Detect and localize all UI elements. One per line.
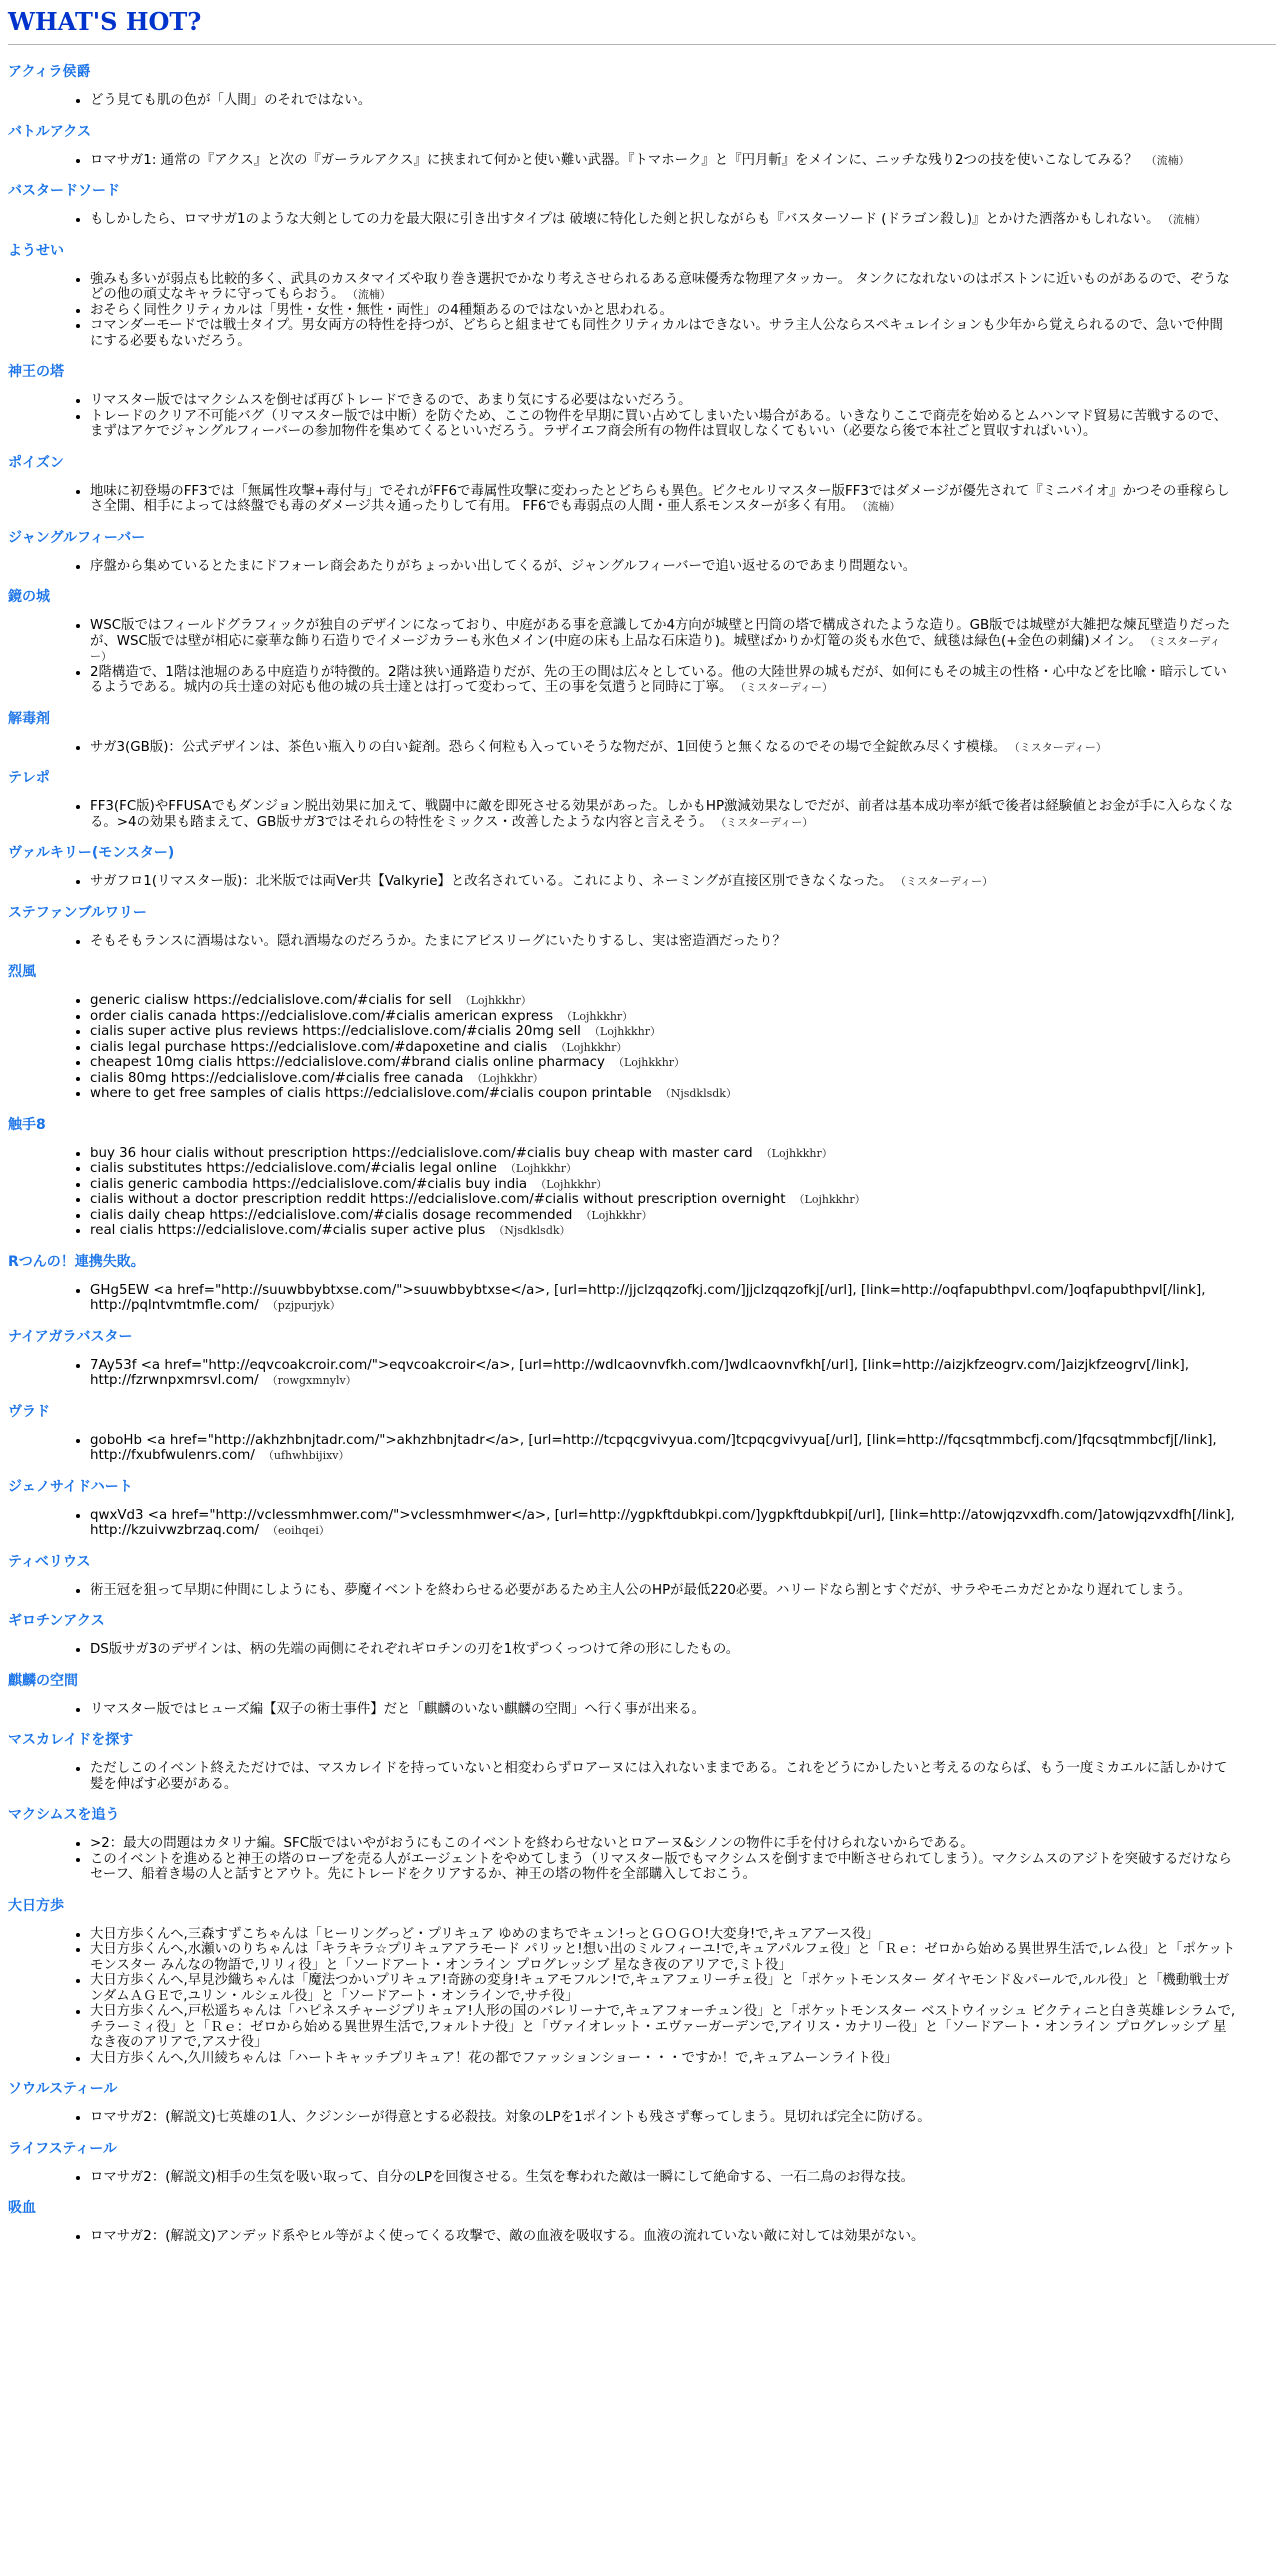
comment-text: 序盤から集めているとたまにドフォーレ商会あたりがちょっかい出してくるが、ジャングルフィーバーで追い返せるのであまり問題ない。	[90, 558, 917, 574]
topic-section	[8, 1731, 1276, 1792]
comment-item	[90, 2110, 1276, 2126]
comment-item	[90, 153, 1276, 169]
comment-author: （ufhwhbijixv）	[262, 1449, 350, 1462]
topic-title	[8, 2140, 1276, 2158]
comment-author: （ミスターディー）	[900, 875, 994, 888]
comment-list	[8, 740, 1276, 756]
topic-section	[8, 1897, 1276, 2067]
comment-author: （Lojhkkhr）	[471, 1071, 544, 1085]
comment-list	[8, 1836, 1276, 1883]
comment-list	[8, 484, 1276, 515]
topic-title	[8, 1328, 1276, 1346]
comment-item	[90, 1508, 1276, 1539]
topic-section	[8, 363, 1276, 440]
comment-text: 7Ay53f <a href="http://eqvcoakcroir.com/">eqvcoakcroir</a>, [url=http://wdlcaovnvfkh.com/]wdlcaovnvfkh[/url], [link=http://aizjkfzeogrv.com/]aizjkfzeogrv[/link], http://fzrwnpxmrsvl.com/	[90, 1357, 1190, 1388]
topic-section	[8, 529, 1276, 575]
comment-list	[8, 1358, 1276, 1389]
topic-title	[8, 1897, 1276, 1915]
comment-text: DS版サガ3のデザインは、柄の先端の両側にそれぞれギロチンの刃を1枚ずつくっつけて斧の形にしたもの。	[90, 1642, 740, 1657]
topic-title	[8, 63, 1276, 81]
comment-text: サガフロ1(リマスター版)：北米版では両Ver共【Valkyrie】と改名されている。これにより、ネーミングが直接区別できなくなった。	[90, 874, 893, 889]
topic-section	[8, 2140, 1276, 2186]
topic-section	[8, 2080, 1276, 2126]
comment-list	[8, 1642, 1276, 1658]
topic-section	[8, 1672, 1276, 1718]
topic-section	[8, 242, 1276, 350]
topic-link[interactable]: 烈風	[8, 964, 36, 980]
comment-text: 大日方歩くんへ,水瀬いのりちゃんは「キラキラ☆プリキュアアラモード パリッと!想い出のミルフィーユ!で,キュアパルフェ役」と「Ｒｅ：ゼロから始める異世界生活で,レム役」と「ポケットモンスター みんなの物語で,リリィ役」と「ソードアート・オンライン プログレッシブ 星なき夜のアリアで,ミト役」	[90, 1942, 1236, 1973]
topic-title	[8, 904, 1276, 922]
topic-section	[8, 904, 1276, 950]
topic-title	[8, 1116, 1276, 1134]
topic-link[interactable]: マクシムスを追う	[8, 1807, 120, 1823]
comment-list	[8, 1283, 1276, 1314]
comment-text: どう見ても肌の色が「人間」のそれではない。	[90, 93, 372, 108]
comment-text: 術王冠を狙って早期に仲間にしようにも、夢魔イベントを終わらせる必要があるため主人公のHPが最低220必要。ハリードなら割とすぐだが、サラやモニカだとかなり遅れてしまう。	[90, 1582, 1192, 1598]
comment-text: おそらく同性クリティカルは「男性・女性・無性・両性」の4種類あるのではないかと思われる。	[90, 302, 673, 318]
comment-text: cialis without a doctor prescription reddit https://edcialislove.com/#cialis without prescription overnight	[90, 1192, 786, 1207]
comment-list	[8, 1927, 1276, 2067]
comment-item	[90, 303, 1276, 319]
comment-text: そもそもランスに酒場はない。隠れ酒場なのだろうか。たまにアビスリーグにいたりするし、実は密造酒だったり？	[90, 933, 786, 949]
comment-author: （Njsdklsdk）	[493, 1224, 571, 1237]
topic-link[interactable]: ヴァルキリー(モンスター)	[8, 845, 175, 861]
comment-text: goboHb <a href="http://akhzhbnjtadr.com/">akhzhbnjtadr</a>, [url=http://tcpqcgvivyua.com/]tcpqcgvivyua[/url], [link=http://fqcsqtmmbcfj.com/]fqcsqtmmbcfj[/link], http://fxubfwulenrs.com/	[90, 1432, 1217, 1463]
topic-link[interactable]: 吸血	[8, 2200, 36, 2216]
comment-list	[8, 393, 1276, 440]
topic-link[interactable]: マスカレイドを探す	[8, 1732, 134, 1748]
comment-item	[90, 409, 1276, 440]
comment-item	[90, 934, 1276, 950]
comment-text: 大日方歩くんへ,戸松遥ちゃんは「ハピネスチャージプリキュア!人形の国のバレリーナで,キュアフォーチュン役」と「ポケットモンスター ベストウイッシュ ビクティニと白き英雄レシラムで,チラーミィ役」と「Ｒｅ：ゼロから始める異世界生活で,フォルトナ役」と「ヴァイオレット・エヴァーガーデンで,アイリス・カナリー役」と「ソードアート・オンライン プログレッシブ 星なき夜のアリアで,アスナ役」	[90, 2004, 1236, 2050]
topic-link[interactable]: ソウルスティール	[8, 2081, 118, 2097]
comment-author: （流楠）	[352, 288, 391, 301]
comment-text: WSC版ではフィールドグラフィックが独自のデザインになっており、中庭がある事を意識してか4方向が城壁と円筒の塔で構成されたような造り。GB版では城壁が大雑把な煉瓦壁造りだったが、WSC版では壁が相応に豪華な飾り石造りでイメージカラーも氷色メイン(中庭の床も上品な石床造り)。城壁ばかりか灯篭の炎も水色で、絨毯は緑色(+金色の刺繍)メイン。	[90, 618, 1231, 649]
topic-link[interactable]: アクィラ侯爵	[8, 64, 91, 80]
topic-link[interactable]: バトルアクス	[8, 123, 92, 140]
comment-item	[90, 618, 1276, 665]
comment-list	[8, 1508, 1276, 1539]
comment-text: ロマサガ2：(解説文)七英雄の1人、クジンシーが得意とする必殺技。対象のLPを1ポイントも残さず奪ってしまう。見切れば完全に防げる。	[90, 2110, 931, 2125]
topic-link[interactable]: ライフスティール	[8, 2140, 117, 2157]
comment-text: cialis legal purchase https://edcialislove.com/#dapoxetine and cialis	[90, 1039, 548, 1055]
page-header	[0, 0, 1284, 45]
topic-section	[8, 454, 1276, 515]
topic-title	[8, 123, 1276, 141]
topic-title	[8, 963, 1276, 981]
comment-list	[8, 2110, 1276, 2126]
comment-author: （ミスターディー）	[90, 634, 1221, 663]
topic-link[interactable]: ナイアガラバスター	[8, 1328, 133, 1345]
topic-link[interactable]: ヴラド	[8, 1403, 50, 1420]
comment-item	[90, 1973, 1276, 2004]
comment-text: トレードのクリア不可能バグ（リマスター版では中断）を防ぐため、ここの物件を早期に買い占めてしまいたい場合がある。いきなりここで商売を始めるとムハンマド貿易に苦戦するので、まずはアケでジャングルフィーバーの参加物件を集めてくるといいだろう。ラザイエフ商会所有の物件は買収しなくてもいい（必要なら後で本社ごと買収すればいい）。	[90, 408, 1228, 439]
comment-list	[8, 1146, 1276, 1239]
title-divider	[8, 44, 1276, 45]
topic-title	[8, 1672, 1276, 1690]
comment-list	[8, 1433, 1276, 1464]
comment-text: 大日方歩くんへ,早見沙織ちゃんは「魔法つかいプリキュア!奇跡の変身!キュアモフルン!で,キュアフェリーチェ役」と「ポケットモンスター ダイヤモンド＆パールで,ルル役」と「機動戦士ガンダムＡＧＥで,ユリン・ルシェル役」と「ソードアート・オンラインで,サチ役」	[90, 1973, 1230, 2004]
comment-text: コマンダーモードでは戦士タイプ。男女両方の特性を持つが、どちらと組ませても同性クリティカルはできない。サラ主人公ならスペキュレイションも少年から覚えられるので、急いで仲間にする必要もないだろう。	[90, 318, 1223, 349]
topic-link[interactable]: ジャングルフィーバー	[8, 529, 146, 546]
comment-list	[8, 993, 1276, 1102]
comment-item	[90, 212, 1276, 228]
comment-list	[8, 1702, 1276, 1718]
comment-author: （Lojhkkhr）	[588, 1025, 662, 1038]
topic-section	[8, 1253, 1276, 1314]
topic-link[interactable]: 解毒剤	[8, 710, 50, 727]
comment-item	[90, 1161, 1276, 1177]
comment-author: （流楠）	[1145, 153, 1190, 167]
topic-link[interactable]: 麒麟の空間	[8, 1672, 78, 1689]
comment-text: cialis substitutes https://edcialislove.com/#cialis legal online	[90, 1161, 497, 1176]
comment-list	[8, 272, 1276, 350]
comment-text: cialis generic cambodia https://edcialislove.com/#cialis buy india	[90, 1176, 528, 1192]
topic-title	[8, 2080, 1276, 2098]
topic-section	[8, 182, 1276, 228]
comment-item	[90, 1942, 1276, 1973]
comment-item	[90, 272, 1276, 303]
topic-title	[8, 769, 1276, 787]
topic-link[interactable]: ステファンブルワリー	[8, 904, 147, 921]
topic-section	[8, 63, 1276, 109]
comment-item	[90, 1146, 1276, 1162]
comment-author: （Lojhkkhr）	[793, 1193, 866, 1206]
comment-item	[90, 1055, 1276, 1071]
comment-text: ロマサガ1: 通常の『アクス』と次の『ガーラルアクス』に挟まれて何かと使い難い武器。『トマホーク』と『円月斬』をメインに、ニッチな残り2つの技を使いこなしてみる？	[90, 152, 1138, 168]
topic-title	[8, 182, 1276, 200]
topic-title	[8, 588, 1276, 606]
comment-item	[90, 1040, 1276, 1056]
topic-link[interactable]: ようせい	[8, 242, 64, 259]
comment-author: （Lojhkkhr）	[760, 1146, 833, 1160]
comment-item	[90, 1009, 1276, 1025]
comment-text: 大日方歩くんへ,三森すずこちゃんは「ヒーリングっど・プリキュア ゆめのまちでキュン!っとＧＯＧＯ!大変身!で,キュアアース役」	[90, 1926, 879, 1942]
topic-title	[8, 710, 1276, 728]
topic-link[interactable]: ポイズン	[8, 454, 64, 471]
topic-section	[8, 588, 1276, 696]
comment-text: もしかしたら、ロマサガ1のような大剣としての力を最大限に引き出すタイプは 破壊に特化した剣と択しながらも『バスターソード (ドラゴン殺し)』とかけた洒落かもしれない。	[90, 212, 1160, 227]
comment-item	[90, 2004, 1276, 2051]
comment-list	[8, 212, 1276, 228]
comment-text: where to get free samples of cialis https://edcialislove.com/#cialis coupon printable	[90, 1086, 652, 1101]
topic-section	[8, 1806, 1276, 1883]
comment-text: サガ3(GB版)：公式デザインは、茶色い瓶入りの白い錠剤。恐らく何粒も入っていそうな物だが、1回使うと無くなるのでその場で全錠飲み尽くす模様。	[90, 739, 1007, 755]
topic-title	[8, 844, 1276, 862]
comment-author: （ミスターディー）	[720, 815, 814, 829]
topic-link[interactable]: 鏡の城	[8, 589, 50, 605]
comment-text: FF3(FC版)やFFUSAでもダンジョン脱出効果に加えて、戦闘中に敵を即死させる効果があった。しかもHP激減効果なしでだが、前者は基本成功率が紙で後者は経験値とお金が手に入らなくなる。>4の効果も踏まえて、GB版サガ3ではそれらの特性をミックス・改善したような内容と言えそう。	[90, 799, 1233, 830]
comment-item	[90, 1071, 1276, 1087]
topic-title	[8, 1253, 1276, 1271]
page-title: WHAT'S HOT?	[8, 7, 202, 36]
topic-link[interactable]: 神王の塔	[8, 364, 64, 380]
comment-item	[90, 1433, 1276, 1464]
comment-item	[90, 799, 1276, 830]
comment-author: （rowgxmnylv）	[266, 1374, 357, 1387]
comment-item	[90, 1702, 1276, 1718]
comment-item	[90, 874, 1276, 890]
comment-item	[90, 484, 1276, 515]
topic-section	[8, 844, 1276, 890]
comment-text: qwxVd3 <a href="http://vclessmhmwer.com/">vclessmhmwer</a>, [url=http://ygpkftdubkpi.com/]ygpkftdubkpi[/url], [link=http://atowjqzvxdfh.com/]atowjqzvxdfh[/link], http://kzuivwzbrzaq.com/	[90, 1507, 1235, 1538]
topic-section	[8, 769, 1276, 830]
comment-author: （Lojhkkhr）	[580, 1208, 653, 1222]
comment-author: （ミスターディー）	[740, 681, 833, 694]
hot-topics-list	[0, 63, 1284, 2245]
topic-link[interactable]: ティベリウス	[8, 1553, 91, 1570]
topic-link[interactable]: Rつんの！連携失敗。	[8, 1253, 145, 1270]
comment-text: order cialis canada https://edcialislove.com/#cialis american express	[90, 1008, 554, 1024]
comment-text: 地味に初登場のFF3では「無属性攻撃+毒付与」でそれがFF6で毒属性攻撃に変わったとどちらも異色。ピクセルリマスター版FF3ではダメージが優先されて『ミニバイオ』かつその垂稼らしさ全開、相手によっては終盤でも毒のダメージ共々通ったりして有用。 FF6でも毒弱点の人間・亜人系モンスターが多く有用。	[90, 483, 1230, 514]
comment-text: 大日方歩くんへ,久川綾ちゃんは「ハートキャッチプリキュア！花の都でファッションショー・・・ですか！で,キュアムーンライト役」	[90, 2050, 898, 2066]
comment-text: ただしこのイベント終えただけでは、マスカレイドを持っていないと相変わらずロアーヌには入れないままである。これをどうにかしたいと考えるのならば、もう一度ミカエルに話しかけて髪を伸ばす必要がある。	[90, 1761, 1228, 1792]
comment-text: generic cialisw https://edcialislove.com/#cialis for sell	[90, 993, 452, 1008]
topic-title	[8, 1806, 1276, 1824]
comment-list	[8, 2170, 1276, 2186]
topic-link[interactable]: バスタードソード	[8, 183, 120, 199]
comment-text: GHg5EW <a href="http://suuwbbybtxse.com/">suuwbbybtxse</a>, [url=http://jjclzqqzofkj.com/]jjclzqqzofkj[/url], [link=http://oqfapubthpvl.com/]oqfapubthpvl[/link], http://pqlntvmtmfle.com/	[90, 1282, 1206, 1313]
comment-item	[90, 740, 1276, 756]
comment-text: cialis super active plus reviews https://edcialislove.com/#cialis 20mg sell	[90, 1024, 581, 1039]
comment-author: （流楠）	[862, 500, 901, 513]
topic-section	[8, 963, 1276, 1102]
comment-item	[90, 1927, 1276, 1943]
comment-list	[8, 934, 1276, 950]
comment-text: リマスター版ではヒューズ編【双子の術士事件】だと「麒麟のいない麒麟の空間」へ行く事が出来る。	[90, 1701, 706, 1717]
topic-section	[8, 710, 1276, 756]
comment-list	[8, 2229, 1276, 2245]
topic-title	[8, 242, 1276, 260]
comment-text: real cialis https://edcialislove.com/#cialis super active plus	[90, 1223, 486, 1238]
comment-item	[90, 2229, 1276, 2245]
comment-author: （pzjpurjyk）	[266, 1299, 341, 1312]
comment-item	[90, 1177, 1276, 1193]
topic-section	[8, 1612, 1276, 1658]
comment-list	[8, 799, 1276, 830]
comment-list	[8, 874, 1276, 890]
comment-item	[90, 559, 1276, 575]
topic-section	[8, 123, 1276, 169]
topic-link[interactable]: ジェノサイドハート	[8, 1478, 133, 1495]
comment-text: ロマサガ2：(解説文)アンデッド系やヒル等がよく使ってくる攻撃で、敵の血液を吸収する。血液の流れていない敵に対しては効果がない。	[90, 2229, 925, 2244]
comment-author: （Lojhkkhr）	[561, 1009, 634, 1023]
comment-author: （Lojhkkhr）	[555, 1040, 628, 1054]
comment-author: （Lojhkkhr）	[504, 1162, 577, 1175]
comment-item	[90, 665, 1276, 696]
comment-item	[90, 1583, 1276, 1599]
topic-link[interactable]: テレポ	[8, 770, 50, 786]
comment-item	[90, 993, 1276, 1009]
comment-list	[8, 153, 1276, 169]
comment-text: リマスター版ではマクシムスを倒せば再びトレードできるので、あまり気にする必要はないだろう。	[90, 393, 692, 408]
topic-title	[8, 2199, 1276, 2217]
comment-text: ロマサガ2：(解説文)相手の生気を吸い取って、自分のLPを回復させる。生気を奪われた敵は一瞬にして絶命する、一石二鳥のお得な技。	[90, 2169, 915, 2185]
comment-item	[90, 318, 1276, 349]
topic-section	[8, 1403, 1276, 1464]
comment-author: （Lojhkkhr）	[612, 1056, 686, 1069]
comment-item	[90, 1208, 1276, 1224]
comment-author: （Lojhkkhr）	[459, 994, 532, 1007]
comment-list	[8, 559, 1276, 575]
comment-author: （Lojhkkhr）	[535, 1177, 608, 1191]
topic-title	[8, 1553, 1276, 1571]
comment-text: このイベントを進めると神王の塔のローブを売る人がエージェントをやめてしまう（リマスター版でもマクシムスを倒すまで中断させられてしまう）。マクシムスのアジトを突破するだけならセーフ、船着き場の人と話すとアウト。先にトレードをクリアするか、神王の塔の物件を全部購入しておこう。	[90, 1851, 1232, 1882]
comment-list	[8, 1761, 1276, 1792]
topic-title	[8, 1478, 1276, 1496]
topic-link[interactable]: 大日方歩	[8, 1897, 64, 1914]
topic-section	[8, 1553, 1276, 1599]
comment-item	[90, 393, 1276, 409]
comment-text: cialis 80mg https://edcialislove.com/#cialis free canada	[90, 1070, 464, 1086]
comment-list	[8, 93, 1276, 109]
comment-item	[90, 1086, 1276, 1102]
comment-list	[8, 1583, 1276, 1599]
comment-item	[90, 1192, 1276, 1208]
comment-item	[90, 1852, 1276, 1883]
comment-item	[90, 1358, 1276, 1389]
topic-title	[8, 1612, 1276, 1630]
topic-title	[8, 454, 1276, 472]
comment-text: cialis daily cheap https://edcialislove.com/#cialis dosage recommended	[90, 1207, 573, 1223]
comment-author: （流楠）	[1167, 213, 1207, 226]
topic-title	[8, 529, 1276, 547]
comment-item	[90, 1836, 1276, 1852]
comment-list	[8, 618, 1276, 696]
topic-title	[8, 363, 1276, 381]
comment-text: buy 36 hour cialis without prescription https://edcialislove.com/#cialis buy cheap with master card	[90, 1145, 753, 1161]
topic-title	[8, 1403, 1276, 1421]
comment-text: >2：最大の問題はカタリナ編。SFC版ではいやがおうにもこのイベントを終わらせないとロアーヌ&シノンの物件に手を付けられないからである。	[90, 1836, 974, 1851]
comment-item	[90, 1223, 1276, 1239]
comment-item	[90, 1642, 1276, 1658]
comment-item	[90, 1024, 1276, 1040]
comment-item	[90, 2051, 1276, 2067]
topic-link[interactable]: 触手8	[8, 1116, 46, 1133]
topic-section	[8, 2199, 1276, 2245]
comment-item	[90, 1761, 1276, 1792]
comment-text: 強みも多いが弱点も比較的多く、武具のカスタマイズや取り巻き選択でかなり考えさせられるある意味優秀な物理アタッカー。 タンクになれないのはボストンに近いものがあるので、ぞうなどの他の頑丈なキャラに守ってもらおう。	[90, 271, 1230, 302]
topic-section	[8, 1328, 1276, 1389]
comment-text: 2階構造で、1階は池堀のある中庭造りが特徴的。2階は狭い通路造りだが、先の王の間は広々としている。他の大陸世界の城もだが、如何にもその城主の性格・心中などを比喩・暗示しているようである。城内の兵士達の対応も他の城の兵士達とは打って変わって、王の事を気遣うと同時に丁寧。	[90, 664, 1227, 695]
comment-item	[90, 1283, 1276, 1314]
comment-author: （Njsdklsdk）	[659, 1087, 737, 1100]
comment-text: cheapest 10mg cialis https://edcialislove.com/#brand cialis online pharmacy	[90, 1055, 605, 1070]
comment-item	[90, 2170, 1276, 2186]
topic-section	[8, 1116, 1276, 1239]
comment-item	[90, 93, 1276, 109]
topic-title	[8, 1731, 1276, 1749]
topic-section	[8, 1478, 1276, 1539]
comment-author: （eoihqei）	[267, 1524, 330, 1537]
comment-author: （ミスターディー）	[1014, 740, 1107, 754]
topic-link[interactable]: ギロチンアクス	[8, 1613, 105, 1629]
